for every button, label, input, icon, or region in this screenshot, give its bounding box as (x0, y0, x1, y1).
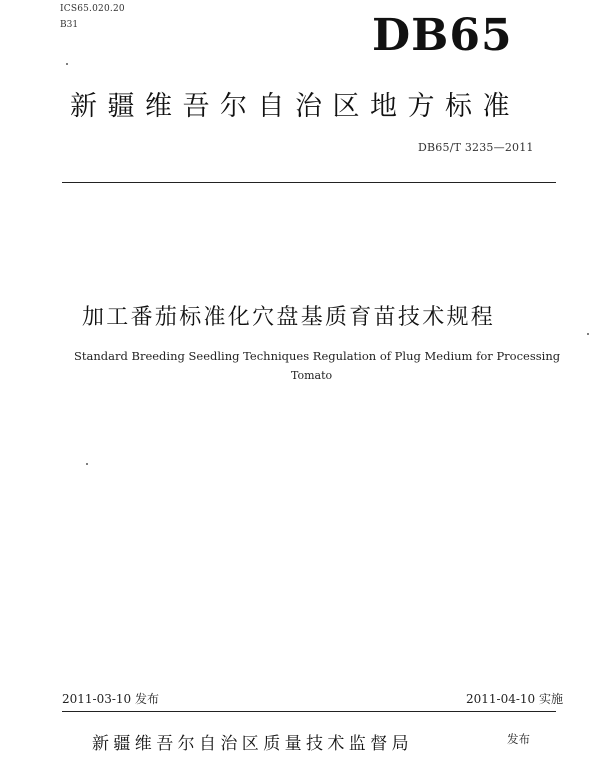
standard-number: DB65/T 3235—2011 (418, 141, 534, 154)
standard-category-title: 新疆维吾尔自治区地方标准 (70, 91, 520, 122)
publishing-authority: 新疆维吾尔自治区质量技术监督局 (92, 734, 413, 754)
scan-speck (66, 63, 68, 65)
document-title-chinese: 加工番茄标准化穴盘基质育苗技术规程 (82, 305, 496, 330)
publish-label: 发布 (507, 732, 530, 746)
classification-code: B31 (60, 20, 79, 30)
issue-date: 2011-03-10 发布 (62, 692, 160, 706)
top-divider (62, 182, 556, 183)
scan-speck (587, 333, 589, 335)
standard-logo: DB65 (372, 10, 513, 61)
document-title-english-line2: Tomato (291, 369, 333, 382)
implementation-date: 2011-04-10 实施 (466, 692, 564, 706)
scan-speck (86, 463, 88, 465)
bottom-divider (62, 711, 556, 712)
ics-code: ICS65.020.20 (60, 4, 125, 14)
document-title-english-line1: Standard Breeding Seedling Techniques Regulation of Plug Medium for Processing (74, 349, 561, 363)
